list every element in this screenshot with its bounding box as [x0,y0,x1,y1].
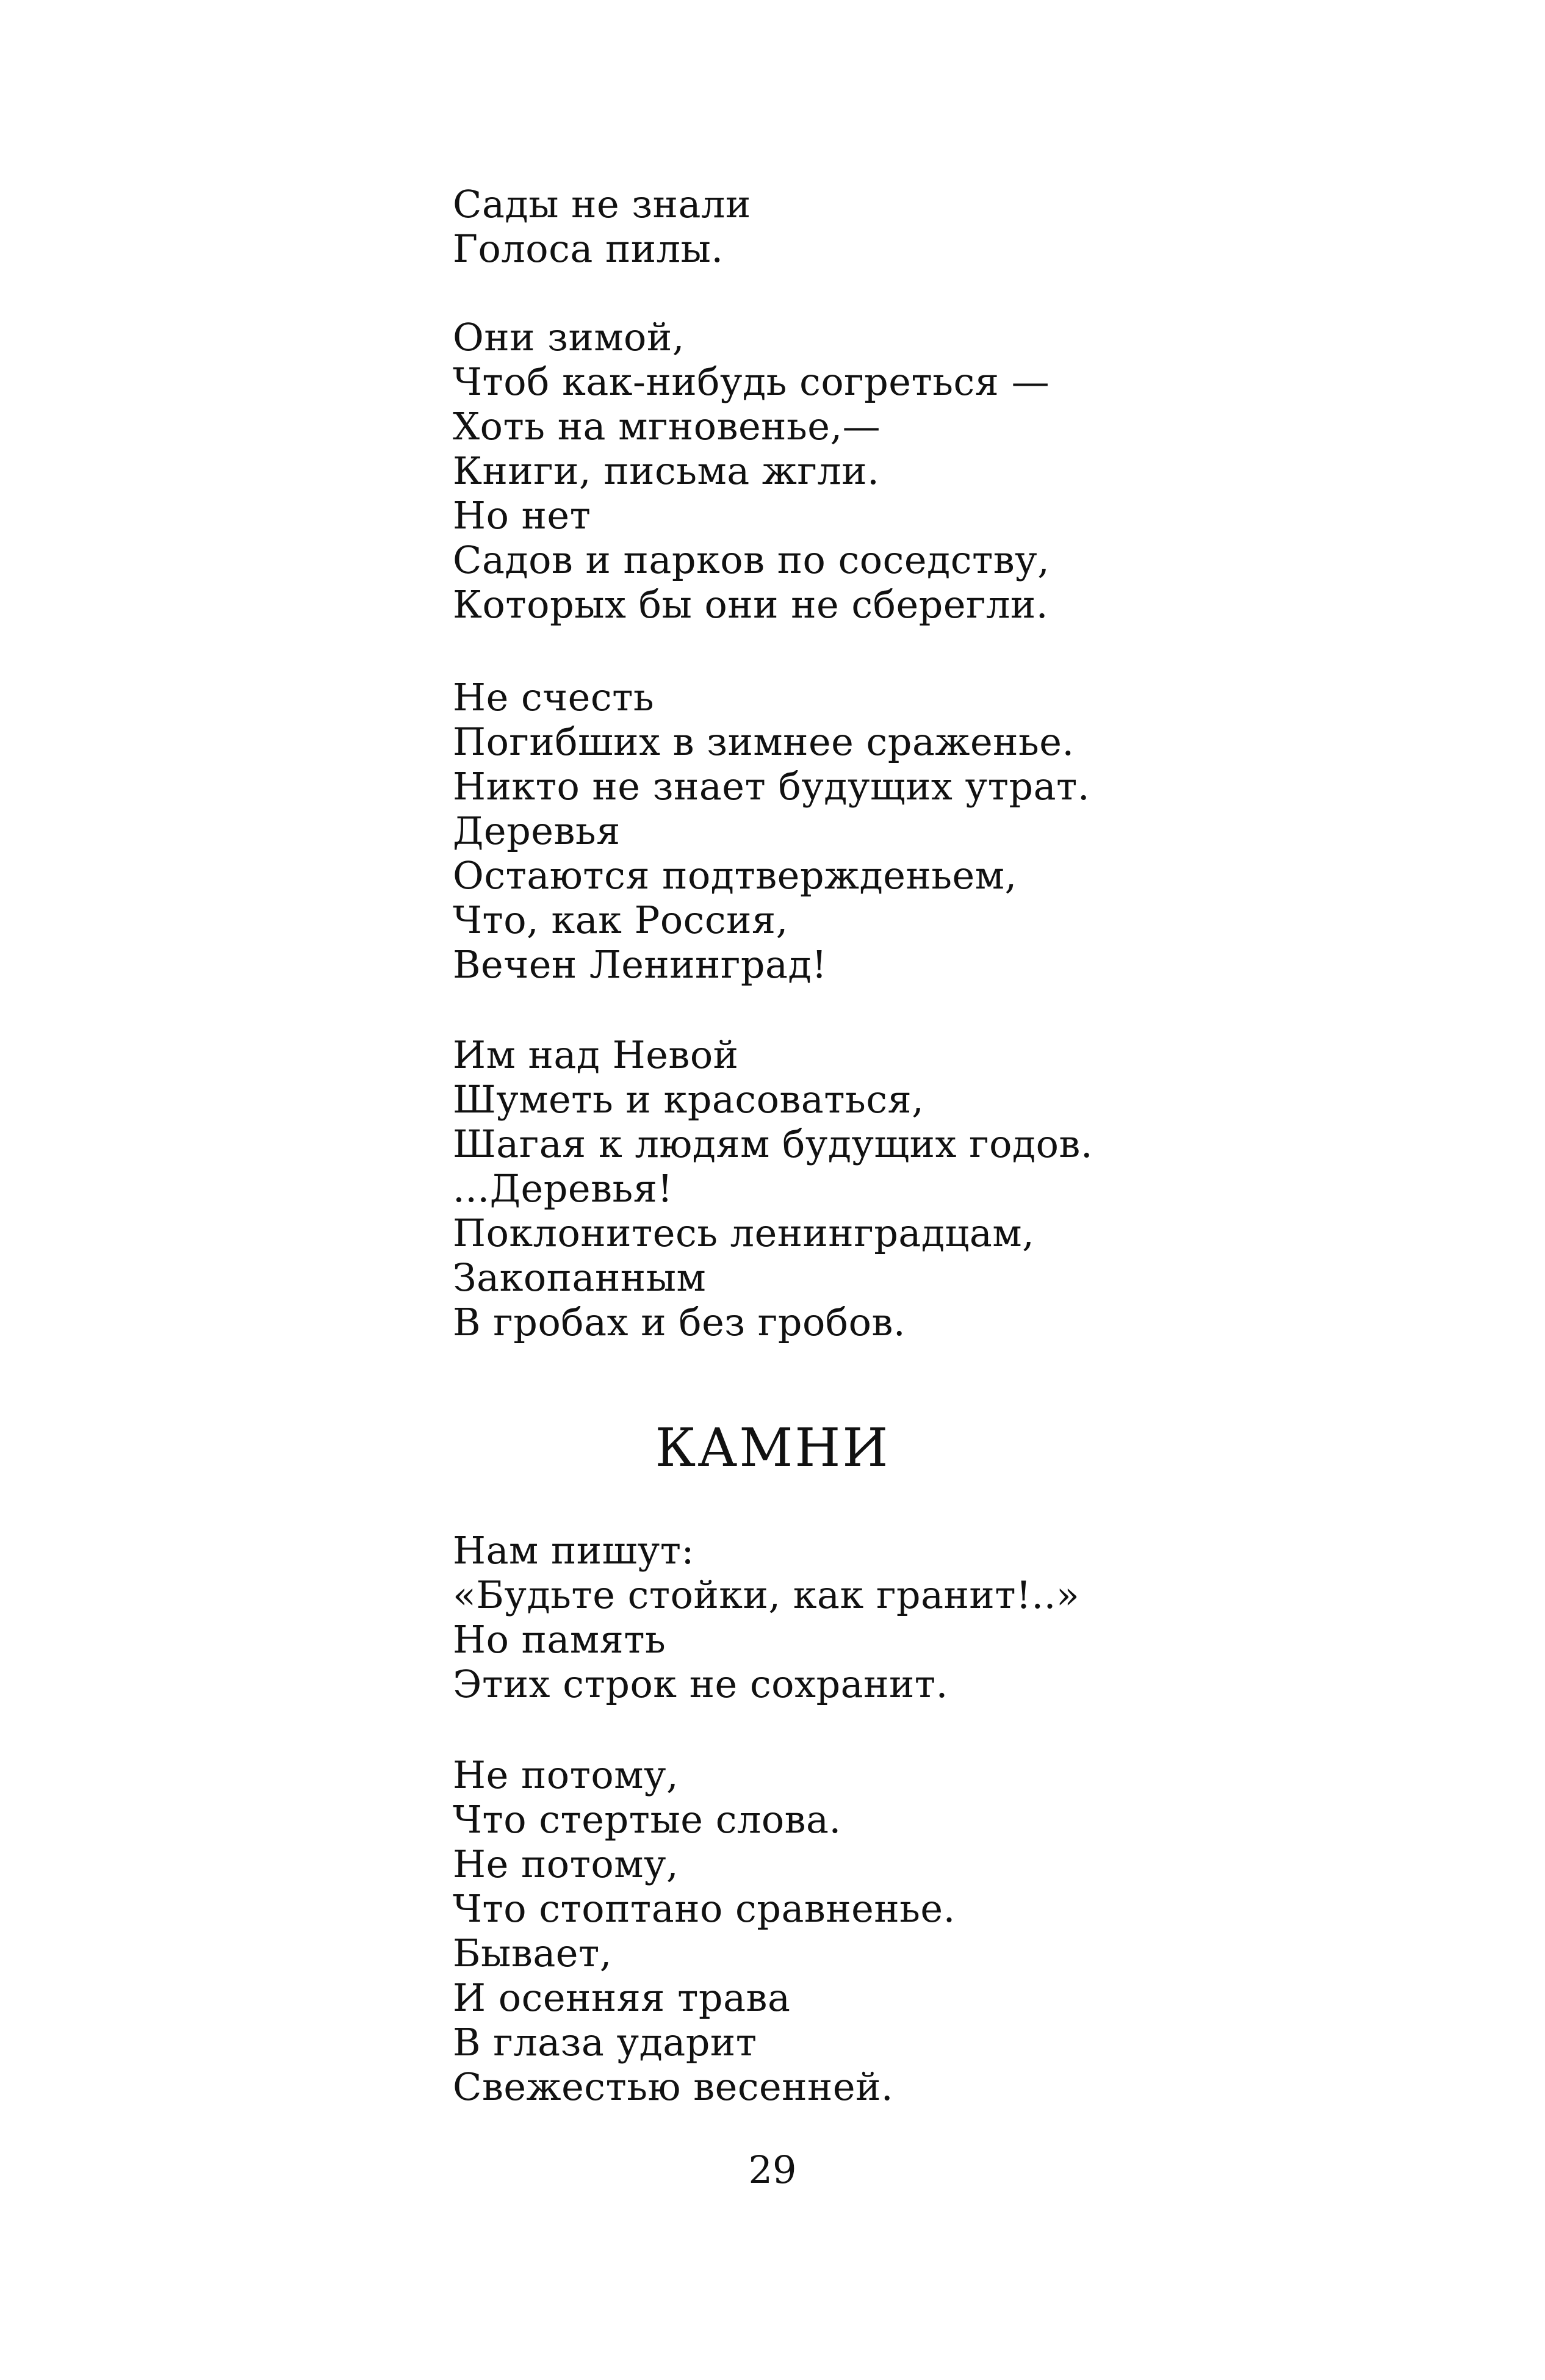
poem-line: Погибших в зимнее сраженье. [453,719,1075,764]
poem-line: Хоть на мгновенье,— [453,404,881,449]
poem-line: Но нет [453,493,591,538]
poem-line: В гробах и без гробов. [453,1300,906,1344]
poem-line: Чтоб как-нибудь согреться — [453,359,1050,404]
poem-line: Книги, письма жгли. [453,449,880,493]
poem-line: «Будьте стойки, как гранит!..» [453,1573,1080,1617]
poem-line: Свежестью весенней. [453,2064,894,2109]
poem-line: Закопанным [453,1255,707,1300]
poem-line: Этих строк не сохранит. [453,1662,948,1706]
stanza-5 [453,1528,1307,1706]
poem-line: Бывает, [453,1931,612,1975]
poem-title: КАМНИ [655,1418,890,1479]
poem-line: Никто не знает будущих утрат. [453,764,1090,809]
poem-line: Которых бы они не сберегли. [453,582,1048,627]
poem-line: Что стертые слова. [453,1797,841,1842]
page-number: 29 [748,2147,797,2192]
stanza-6 [453,1753,1307,2109]
poem-line: Но память [453,1617,666,1662]
poem-line: Что, как Россия, [453,898,788,942]
poem-line: Шуметь и красоваться, [453,1077,924,1122]
poem-line: Сады не знали [453,182,751,226]
stanza-1 [453,182,1307,271]
poem-line: Вечен Ленинград! [453,942,827,987]
poem-line: Остаются подтвержденьем, [453,853,1017,898]
poem-line: Садов и парков по соседству, [453,538,1050,582]
poem-line: Поклонитесь ленинградцам, [453,1211,1035,1255]
poem-line: ...Деревья! [453,1166,673,1211]
poem-line: Не потому, [453,1753,679,1797]
poem-line: Что стоптано сравненье. [453,1886,956,1931]
poem-line: Им над Невой [453,1033,739,1077]
poem-line: Не счесть [453,675,655,719]
stanza-4 [453,1033,1307,1344]
poem-line: Не потому, [453,1842,679,1886]
poem-line: Деревья [453,809,621,853]
poem-line: Шагая к людям будущих годов. [453,1122,1093,1166]
poem-line: Они зимой, [453,315,685,359]
poem-line: Голоса пилы. [453,226,724,271]
poem-line: В глаза ударит [453,2020,757,2064]
stanza-2 [453,315,1307,627]
stanza-3 [453,675,1307,987]
poem-line: И осенняя трава [453,1975,791,2020]
poem-line: Нам пишут: [453,1528,694,1573]
